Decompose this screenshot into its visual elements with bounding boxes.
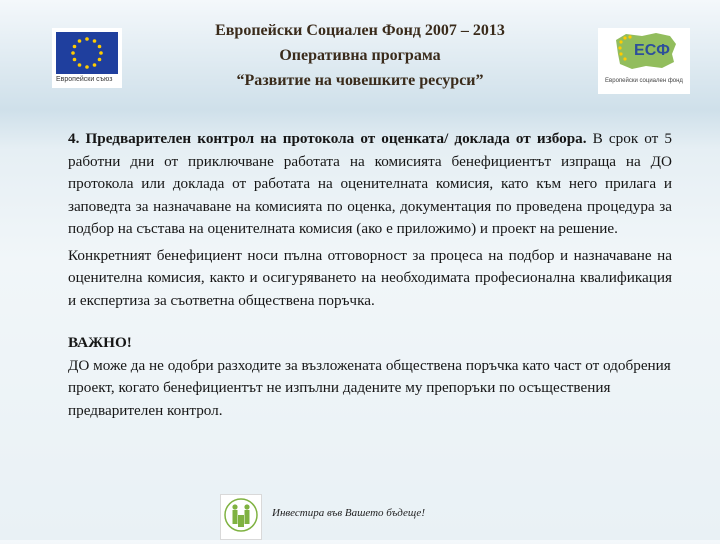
title-line-1: Европейски Социален Фонд 2007 – 2013 [215,22,505,39]
step-title: 4. Предварителен контрол на протокола от оценката/ доклада от избора. [68,130,587,147]
eu-logo [52,28,122,88]
eu-flag-icon [56,32,118,74]
main-content [68,128,672,422]
eu-logo-caption: Европейски съюз [56,76,113,83]
page-title [150,18,570,93]
paragraph-1: В срок от 5 работни дни от приключване работата на комисията бенефициентът изпраща на ДО протокола или доклада от работата на оценителната комисия, като към него прилага и заповедта за назначаване на комисията по оценка, документация по проведена процедура за подбор на състава на оценителната комисия (ако е приложимо) и проект на решение. [68,130,673,237]
esf-logo-caption: Европейски социален фонд [605,78,683,84]
paragraph-2: Конкретният бенефициент носи пълна отговорност за процеса на подбор и назначаване на оценителна комисия, както и осигуряването на необходимата професионална квалификация и експертиза за съответна обществена поръчка. [68,246,672,309]
esf-logo-text: ЕСФ [634,42,670,59]
title-line-3: “Развитие на човешките ресурси” [236,72,484,89]
esf-logo [598,28,690,94]
investing-in-future-logo [220,494,262,540]
header [0,0,720,112]
step-paragraph [68,128,672,241]
title-line-2: Оперативна програма [279,47,441,64]
paragraph-3: ДО може да не одобри разходите за възложената обществена поръчка като част от одобрения проект, когато бенефициентът не изпълни дадените му препоръки по осъществения предварителен контрол. [68,356,671,419]
footer-slogan: Инвестира във Вашето бъдеще! [272,507,425,519]
important-label: ВАЖНО! [68,334,132,351]
